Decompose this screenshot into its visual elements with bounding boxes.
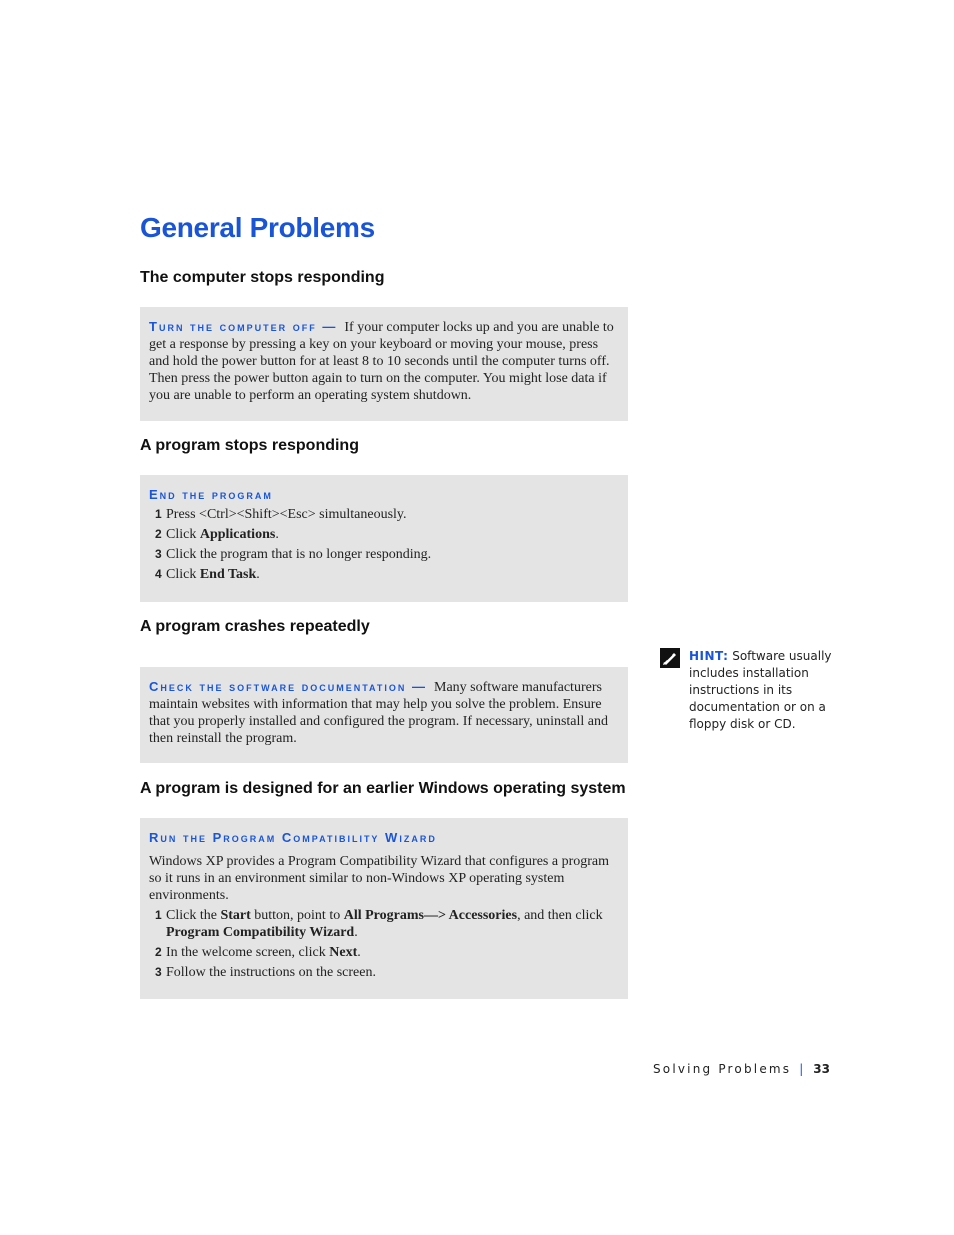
box-lead: End the program <box>149 487 273 502</box>
box-lead: Turn the computer off — <box>149 319 338 334</box>
note-pencil-icon <box>660 648 680 668</box>
step-item: 3 Follow the instructions on the screen. <box>155 965 376 980</box>
info-box-check-docs <box>140 667 628 763</box>
step-item: 1 Press <Ctrl><Shift><Esc> simultaneously. <box>155 507 407 522</box>
info-box-compat-wizard <box>140 818 628 999</box>
box-text: Many software manufacturers maintain websites with information that may help you solve the problem. Ensure that you properly installed and configured the program. If necessary, uninstall and then reinstall the program. <box>149 680 609 746</box>
hint-body: Software usually includes installation instructions in its documentation or on a floppy disk or CD. <box>689 649 832 731</box>
step-item: 4 Click End Task. <box>155 567 260 582</box>
box-lead: Run the Program Compatibility Wizard <box>149 830 437 845</box>
box-paragraph <box>149 678 618 747</box>
box-text: If your computer locks up and you are unable to get a response by pressing a key on your keyboard or moving your mouse, press and hold the power button for at least 8 to 10 seconds until the computer turns off. Then press the power button again to turn on the computer. You might lose data if you are unable to perform an operating system shutdown. <box>149 320 614 403</box>
section-heading-computer-stops: The computer stops responding <box>140 269 385 286</box>
step-list <box>149 907 618 981</box>
info-box-end-program <box>140 475 628 602</box>
section-heading-program-crashes: A program crashes repeatedly <box>140 618 370 635</box>
step-item: 3 Click the program that is no longer responding. <box>155 547 432 562</box>
section-heading-program-stops: A program stops responding <box>140 437 359 454</box>
footer-separator: | <box>799 1062 804 1076</box>
hint-label: HINT: <box>689 649 729 663</box>
step-item: 2 In the welcome screen, click Next. <box>155 945 361 960</box>
box-lead: Check the software documentation — <box>149 679 427 694</box>
section-heading-earlier-windows: A program is designed for an earlier Windows operating system <box>140 780 626 797</box>
info-box-turn-off <box>140 307 628 421</box>
box-text: Windows XP provides a Program Compatibility Wizard that configures a program so it runs in an environment similar to non-Windows XP operating system environments. <box>149 854 610 903</box>
page-title: General Problems <box>140 212 375 243</box>
step-list <box>149 506 618 583</box>
step-item: 1 Click the Start button, point to All Programs—> Accessories, and then click Program Compatibility Wizard. <box>155 908 603 940</box>
page-footer <box>640 1062 830 1076</box>
page-number: 33 <box>813 1062 830 1076</box>
hint-text <box>689 648 841 733</box>
step-item: 2 Click Applications. <box>155 527 279 542</box>
box-paragraph <box>149 318 618 404</box>
footer-section-name: Solving Problems <box>652 1062 792 1076</box>
